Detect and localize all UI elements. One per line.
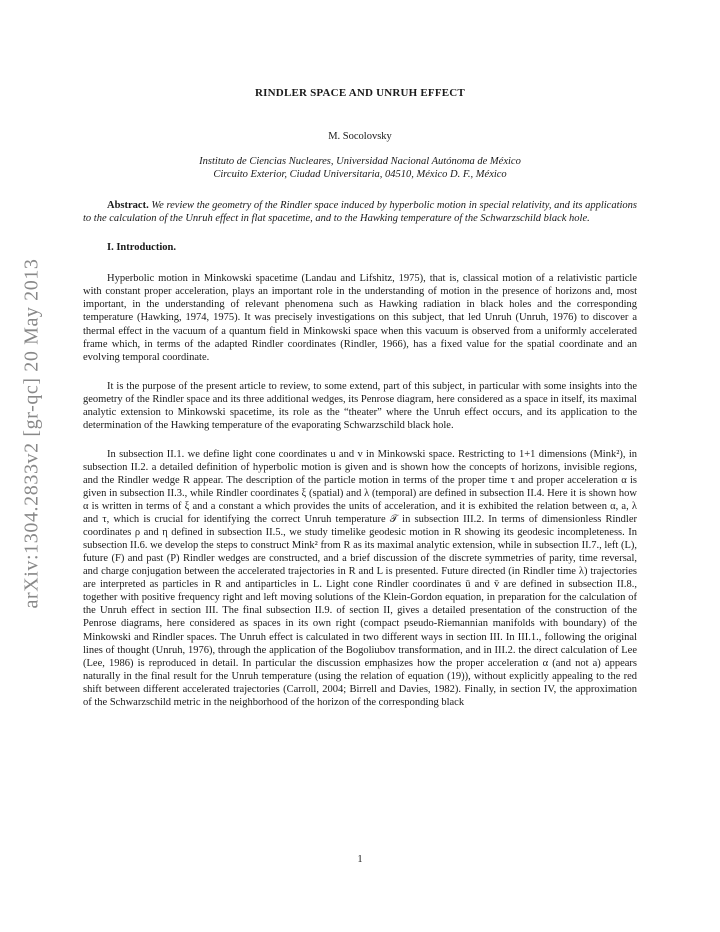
body-paragraph: It is the purpose of the present article to review, to some extend, part of this subject, in particular with some insights into the geometry of the Rindler space and its three additional wedges, its Penrose diagram, here considered as a space in itself, its maximal analytic extension to Minkowski spacetime, its role as the “theater” where the Unruh effect occurs, and its application to the determination of the Hawking temperature of the evaporating Schwarzschild black hole. xyxy=(83,380,637,431)
author-name: M. Socolovsky xyxy=(328,131,392,143)
paper-title: RINDLER SPACE AND UNRUH EFFECT xyxy=(255,87,465,99)
abstract xyxy=(83,199,637,225)
body-paragraph: In subsection II.1. we define light cone coordinates u and v in Minkowski space. Restricting to 1+1 dimensions (Mink²), in subsection II.2. a detailed definition of hyperbolic motion is given and is shown how the concepts of horizons, invisible regions, and the Rindler wedge R appear. The description of the particle motion in terms of the proper time τ and proper acceleration α is given in subsection II.3., while Rindler coordinates ξ (spatial) and λ (temporal) are defined in subsection II.4. Here it is shown how α is written in terms of ξ and a constant a which provides the units of acceleration, and it is exhibited the relation between α, a, λ and τ, which is crucial for identifying the correct Unruh temperature 𝒯 in subsection III.2. In terms of dimensionless Rindler coordinates ρ and η defined in subsection II.5., we study timelike geodesic motion in R showing its geodesic incompleteness. In subsection II.6. we develop the steps to construct Mink² from R as its maximal analytic extension, while in subsection II.7., left (L), future (F) and past (P) Rindler wedges are constructed, and a brief discussion of the discrete symmetries of parity, time reversal, and charge conjugation between the accelerated trajectories in R and L is presented. Future directed (in Rindler time λ) trajectories are interpreted as particles in R and antiparticles in L. Light cone Rindler coordinates ū and v̄ are defined in subsection II.8., together with positive frequency right and left moving solutions of the Klein-Gordon equation, in preparation for the calculation of the Unruh effect in section III. The final subsection II.9. of section II, gives a detailed presentation of the construction of the Penrose diagrams, here considered as spaces in its own right (compact pseudo-Riemannian manifolds with boundary) of the Minkowski and Rindler spaces. The Unruh effect is calculated in two different ways in section III. In III.1., following the original lines of thought (Unruh, 1976), through the application of the Bogoliubov transformation, and in III.2. the direct calculation of Lee (Lee, 1986) is reproduced in detail. In particular the discussion emphasizes how the proper acceleration α (and not a) appears naturally in the final result for the Unruh temperature (using the relation of equation (19)), without explicitly appealing to the red shift between different accelerated trajectories (Carroll, 2004; Birrell and Davies, 1982). Finally, in section IV, the approximation of the Schwarzschild metric in the neighborhood of the horizon of the corresponding black xyxy=(83,448,637,708)
arxiv-identifier-stamp xyxy=(17,233,47,633)
body-paragraph: Hyperbolic motion in Minkowski spacetime (Landau and Lifshitz, 1975), that is, classical motion of a relativistic particle with constant proper acceleration, plays an important role in the understanding of motion in the presence of horizons and, most important, in the understanding of relevant phenomena such as Hawking radiation in black holes and the corresponding temperature (Hawking, 1974, 1975). It was precisely investigations on this subject, that led Unruh (Unruh, 1976) to discover a thermal effect in the vacuum of a quantum field in Minkowski space when this vacuum is observed from a uniformly accelerated frame which, in terms of the adapted Rindler coordinates (Rindler, 1966), has a fixed value for the spatial coordinate and an evolving temporal coordinate. xyxy=(83,273,637,363)
author-affiliation xyxy=(83,155,637,181)
section-heading: I. Introduction. xyxy=(107,242,176,254)
affiliation-line-2: Circuito Exterior, Ciudad Universitaria, 04510, México D. F., México xyxy=(213,169,507,181)
arxiv-identifier-text: arXiv:1304.2833v2 [gr-qc] 20 May 2013 xyxy=(20,257,43,609)
abstract-text: We review the geometry of the Rindler space induced by hyperbolic motion in special relativity, and its applications to the calculation of the Unruh effect in flat spacetime, and to the Hawking temperature of the Schwarzschild black hole. xyxy=(83,200,638,225)
page-number: 1 xyxy=(357,854,363,865)
paper-page xyxy=(83,78,637,709)
affiliation-line-1: Instituto de Ciencias Nucleares, Universidad Nacional Autónoma de México xyxy=(199,156,521,168)
abstract-label: Abstract. xyxy=(107,200,149,212)
